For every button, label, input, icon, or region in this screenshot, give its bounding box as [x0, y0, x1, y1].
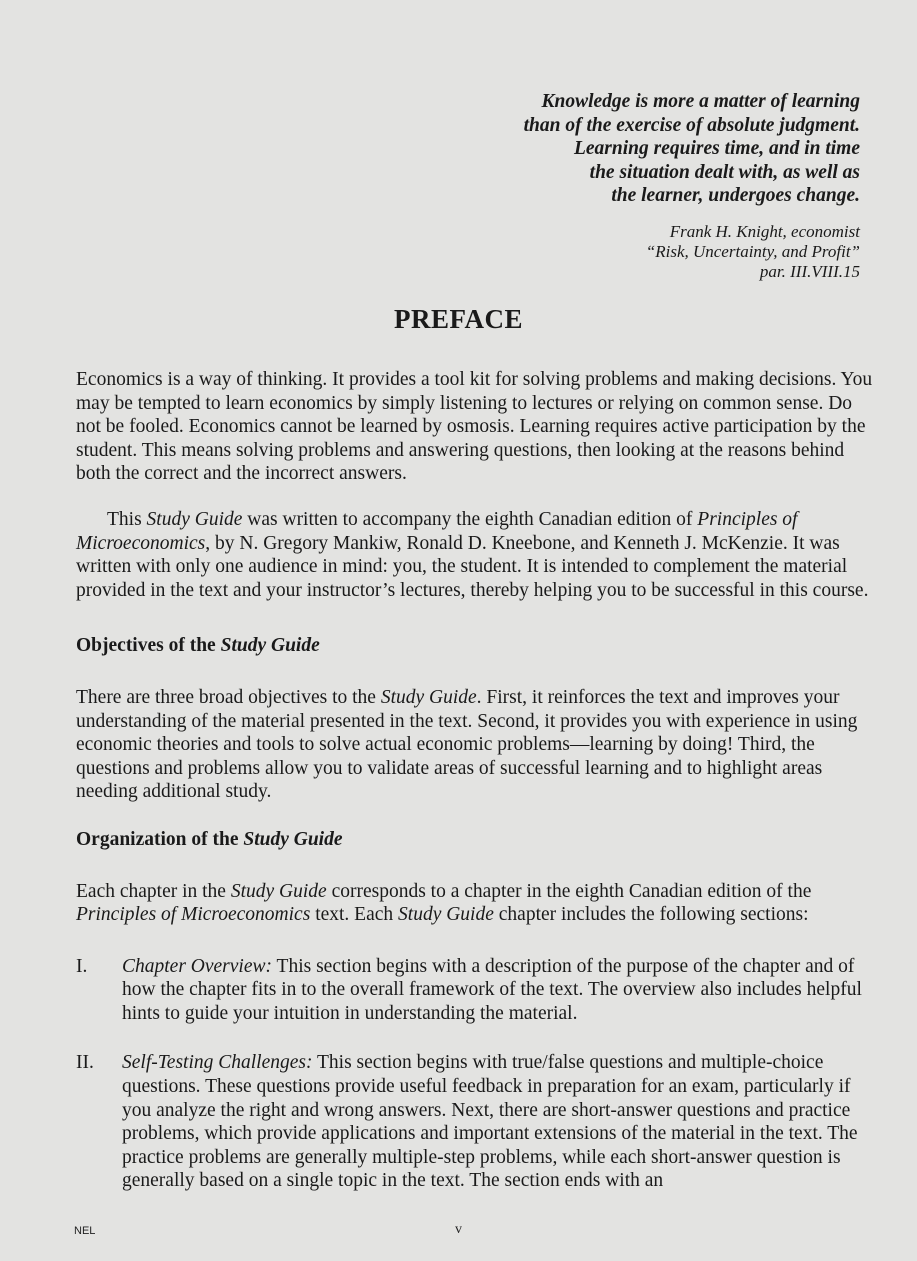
heading-text-italic: Study Guide — [220, 635, 320, 657]
epigraph — [340, 90, 860, 282]
list-text: This section begins with true/false questions and multiple-choice questions. These questions provide useful feedback in preparation for an exam, particularly if you analyze the right and wrong answers. Next, there are short-answer questions and practice problems, which provide applications and important extensions of the material in the text. The practice problems are generally multiple-step problems, while each short-answer question is generally based on a single topic in the text. The section ends with an — [122, 1052, 858, 1192]
text-run-italic: Study Guide — [230, 880, 327, 902]
epigraph-line: Learning requires time, and in time — [573, 138, 860, 159]
page-title: PREFACE — [394, 304, 523, 334]
list-text: This section begins with a description of the purpose of the chapter and of how the chapter fits in to the overall framework of the text. The overview also includes helpful hints to guide your intuition in understanding the material. — [122, 955, 862, 1024]
text-run: This — [107, 508, 147, 530]
text-run: , by N. Gregory Mankiw, Ronald D. Kneebone, and Kenneth J. McKenzie. It was written with only one audience in mind: you, the student. It is intended to complement the material provided in the text and your instructor’s lectures, thereby helping you to be successful in this course. — [76, 532, 869, 601]
paragraph-intro: Economics is a way of thinking. It provides a tool kit for solving problems and making decisions. You may be tempted to learn economics by simply listening to lectures or relying on common sense. Do not be fooled. Economics cannot be learned by osmosis. Learning requires active participation by the student. This means solving problems and answering questions, then looking at the reasons behind both the correct and the incorrect answers. — [76, 369, 873, 485]
text-run-italic: Study Guide — [146, 508, 243, 530]
text-run-italic: Principles of Microeconomics — [76, 508, 798, 554]
text-run-italic: Study Guide — [398, 904, 494, 926]
heading-text: Objectives of the — [76, 635, 221, 657]
paragraph-purpose — [76, 508, 876, 602]
epigraph-line: the situation dealt with, as well as — [589, 161, 860, 183]
text-run: chapter includes the following sections: — [493, 904, 809, 926]
text-run: . First, it reinforces the text and improves your understanding of the material presented in the text. Second, it provides you with experience in using economic theories and tools to solve actual economic problems—learning by doing! Third, the questions and problems allow you to validate areas of successful learning and to highlight areas needing additional study. — [76, 686, 858, 803]
heading-objectives — [76, 634, 876, 658]
heading-text-italic: Study Guide — [243, 828, 343, 850]
epigraph-line: than of the exercise of absolute judgment. — [523, 114, 860, 136]
text-run-italic: Principles of Microeconomics — [76, 904, 311, 926]
heading-organization — [76, 828, 876, 852]
epigraph-attribution — [340, 222, 860, 282]
paragraph-organization — [76, 880, 876, 927]
list-item — [76, 955, 876, 1026]
body-text — [76, 368, 876, 1193]
heading-text: Organization of the — [76, 828, 244, 850]
text-run: was written to accompany the eighth Canadian edition of — [242, 508, 698, 530]
epigraph-line: the learner, undergoes change. — [611, 185, 860, 206]
paragraph-objectives — [76, 686, 876, 804]
text-run: There are three broad objectives to the — [76, 686, 381, 708]
attribution-line: Frank H. Knight, economist — [669, 221, 860, 241]
section-list — [76, 955, 876, 1193]
list-number: II. — [76, 1052, 94, 1074]
attribution-line: par. III.VIII.15 — [759, 261, 860, 281]
list-term: Chapter Overview: — [122, 955, 273, 977]
list-item — [76, 1051, 876, 1193]
epigraph-line: Knowledge is more a matter of learning — [541, 91, 860, 112]
list-term: Self-Testing Challenges: — [122, 1052, 313, 1074]
attribution-line: “Risk, Uncertainty, and Profit” — [645, 241, 860, 261]
page-number: v — [455, 1222, 462, 1237]
epigraph-quote — [340, 90, 860, 208]
text-run: Each chapter in the — [76, 880, 231, 902]
text-run: corresponds to a chapter in the eighth Canadian edition of the — [326, 880, 812, 902]
list-number: I. — [76, 955, 88, 977]
footer-publisher: NEL — [74, 1225, 96, 1237]
text-run: text. Each — [310, 904, 399, 926]
text-run-italic: Study Guide — [380, 686, 477, 708]
